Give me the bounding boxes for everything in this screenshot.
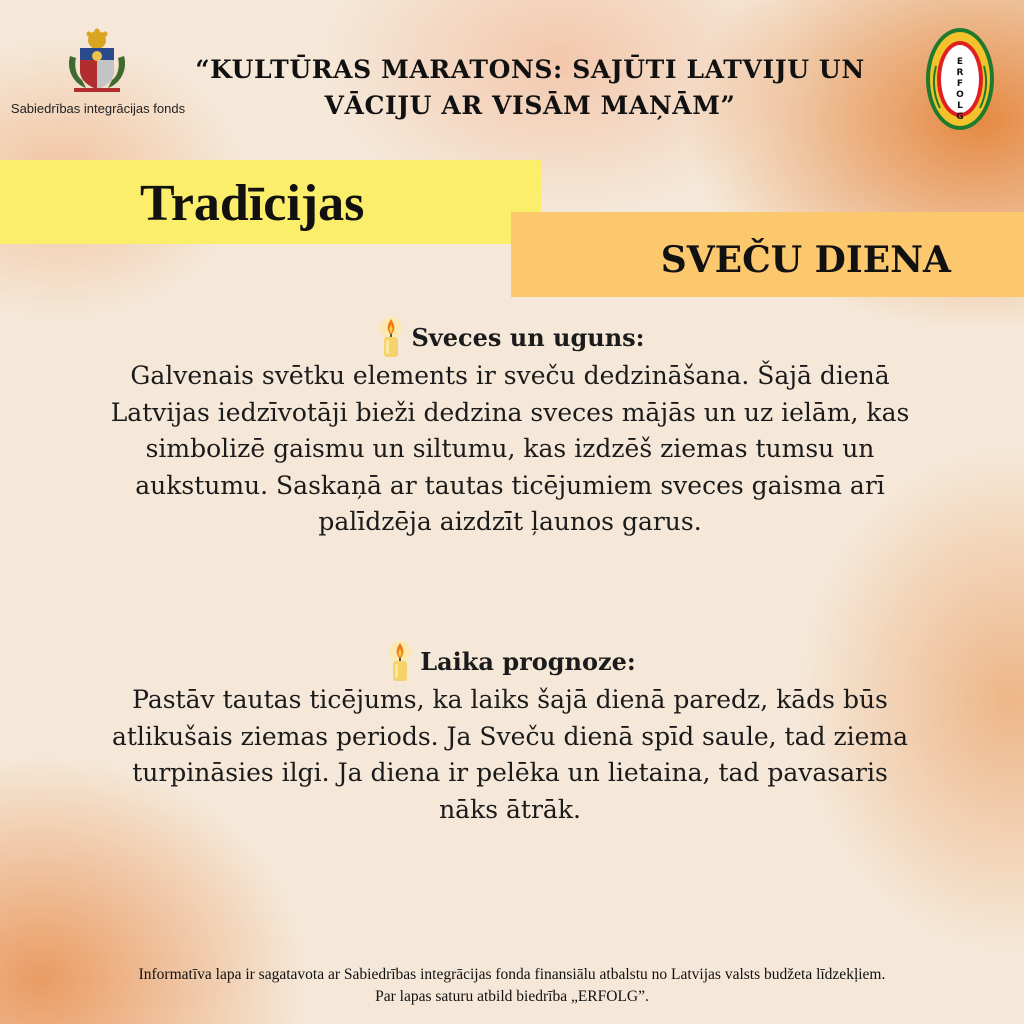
svg-text:L: L bbox=[957, 101, 963, 111]
candle-icon bbox=[384, 640, 416, 682]
section-body: Galvenais svētku elements ir sveču dedzināšana. Šajā dienā Latvijas iedzīvotāji bieži dedzina sveces mājās un uz ielām, kas simbolizē gaismu un siltumu, kas izdzēš ziemas tumsu un aukstumu. Saskaņā ar tautas ticējumiem sveces gaisma arī palīdzēja aizdzīt ļaunos garus. bbox=[110, 361, 910, 537]
svg-text:E: E bbox=[956, 57, 964, 67]
fund-name: Sabiedrības integrācijas fonds bbox=[10, 101, 186, 116]
svg-text:F: F bbox=[956, 79, 964, 89]
category-title: Tradīcijas bbox=[140, 175, 365, 232]
footer-funding-note: Informatīva lapa ir sagatavota ar Sabiedrības integrācijas fonda finansiālu atbalstu no Latvijas valsts budžeta līdzekļiem. bbox=[138, 966, 886, 983]
section-heading: Sveces un uguns: bbox=[411, 323, 645, 352]
section-weather-forecast bbox=[110, 640, 910, 828]
topic-title: SVEČU DIENA bbox=[660, 239, 951, 281]
erfolg-seal-icon bbox=[924, 26, 996, 132]
footer bbox=[0, 964, 1024, 1008]
candle-icon bbox=[375, 316, 407, 358]
section-heading: Laika prognoze: bbox=[420, 647, 636, 676]
section-candles-fire bbox=[110, 316, 910, 541]
footer-responsibility-note: Par lapas saturu atbild biedrība „ERFOLG”. bbox=[375, 988, 649, 1005]
svg-text:R: R bbox=[956, 68, 964, 78]
latvian-coat-of-arms-icon bbox=[62, 26, 132, 96]
page-title: “KULTŪRAS MARATONS: SAJŪTI LATVIJU UN VĀCIJU AR VISĀM MAŅĀM” bbox=[195, 55, 865, 120]
svg-text:G: G bbox=[956, 112, 964, 122]
svg-text:O: O bbox=[956, 90, 964, 100]
section-body: Pastāv tautas ticējums, ka laiks šajā dienā paredz, kāds būs atlikušais ziemas periods. Ja Sveču dienā spīd saule, tad ziema turpināsies ilgi. Ja diena ir pelēka un lietaina, tad pavasaris nāks ātrāk. bbox=[111, 685, 909, 824]
